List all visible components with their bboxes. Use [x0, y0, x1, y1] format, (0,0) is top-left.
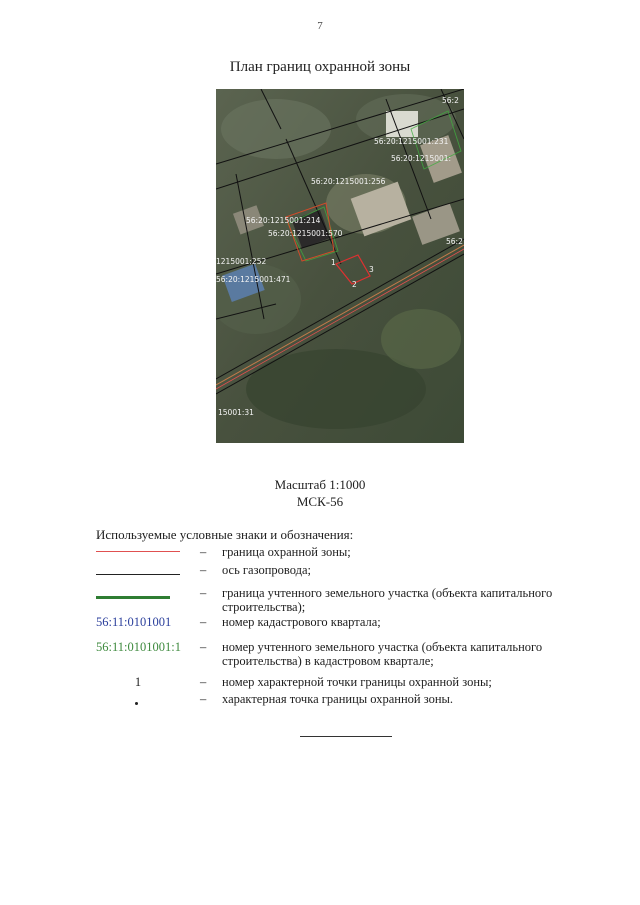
legend-text: граница охранной зоны;: [222, 545, 351, 559]
map-label: 1: [331, 258, 336, 267]
legend-heading: Используемые условные знаки и обозначения:: [96, 527, 354, 542]
map-label: 56:20:1215001:256: [311, 177, 386, 186]
map-label: 3: [369, 265, 374, 274]
legend-text: характерная точка границы охранной зоны.: [222, 692, 454, 706]
legend-text: граница учтенного земельного участка (объекта капитального строительства);: [222, 586, 553, 614]
zone-boundary-symbol: [96, 551, 180, 552]
parcel-number-symbol: 56:11:0101001:1: [96, 640, 181, 654]
map-label: 56:20:1215001:: [391, 154, 452, 163]
boundary-point-symbol: [96, 692, 180, 706]
map-label: 15001:31: [218, 408, 254, 417]
map-label: 56:20:1215001:471: [216, 275, 291, 284]
map-label: 56:20:1215001:231: [374, 137, 449, 146]
cadastral-quarter-symbol: 56:11:0101001: [96, 615, 172, 629]
page-number: 7: [317, 20, 323, 32]
map-label: 56:20:1215001:570: [268, 229, 343, 238]
page-title: План границ охранной зоны: [229, 59, 411, 75]
parcel-boundary-symbol: [96, 596, 170, 599]
legend-text: номер характерной точки границы охранной зоны;: [222, 675, 492, 689]
map-label: 56:20:1215001:214: [246, 216, 321, 225]
map-label: 56:2: [442, 96, 459, 105]
coordinate-system: МСК-56: [296, 494, 344, 509]
legend-text: ось газопровода;: [222, 563, 312, 577]
boundary-map: [216, 89, 464, 443]
scale-text: Масштаб 1:1000: [274, 477, 366, 492]
map-label: 1215001:252: [216, 257, 267, 266]
map-label: 2: [352, 280, 357, 289]
map-scale: [0, 476, 640, 510]
separator-line: [300, 736, 392, 737]
pipeline-axis-symbol: [96, 574, 180, 575]
point-number-symbol: 1: [134, 675, 142, 689]
legend-text: номер кадастрового квартала;: [222, 615, 381, 629]
dot-icon: [135, 702, 138, 705]
map-label: 56:2: [446, 237, 463, 246]
legend-text: номер учтенного земельного участка (объекта капитального строительства) в кадастровом квартале;: [222, 640, 543, 668]
